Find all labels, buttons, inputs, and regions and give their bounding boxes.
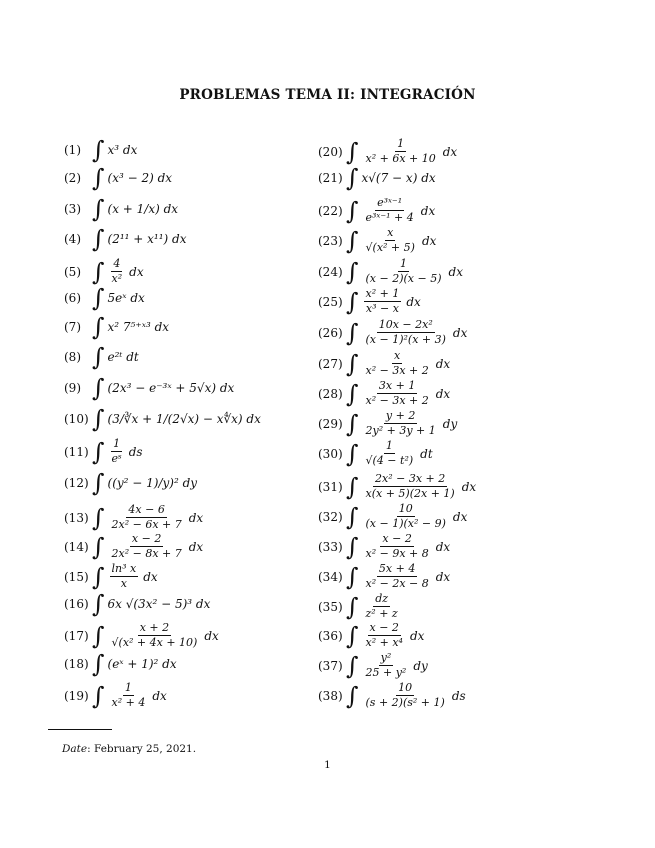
- numerator: e³ˣ⁻¹: [377, 196, 403, 209]
- problem-item: [64, 652, 177, 676]
- denominator: (x − 1)(x² − 9): [365, 517, 446, 530]
- problem-number: (17): [64, 628, 89, 643]
- denominator: 2x² − 8x + 7: [111, 547, 182, 560]
- integrand-fraction: [364, 682, 447, 709]
- problem-number: (31): [318, 479, 343, 494]
- differential: dx: [442, 144, 458, 159]
- integral-sign: ∫: [92, 621, 105, 650]
- problem-number: (13): [64, 510, 89, 525]
- numerator: 10x − 2x²: [378, 318, 433, 331]
- integral-sign: ∫: [92, 225, 105, 253]
- integral-sign: ∫: [92, 374, 105, 402]
- integrand-fraction: [364, 473, 457, 500]
- problem-item: [318, 138, 457, 165]
- problem-item: [318, 563, 450, 590]
- problem-item: [64, 471, 197, 495]
- problem-number: (27): [318, 356, 343, 371]
- denominator: x² − 3x + 2: [365, 394, 429, 407]
- integrand: 5eˣ dx: [107, 291, 145, 305]
- integrand-fraction: [364, 197, 416, 224]
- differential: dx: [409, 628, 425, 643]
- integral-sign: ∫: [92, 562, 105, 591]
- problem-number: (21): [318, 171, 343, 185]
- denominator: x²: [111, 272, 123, 285]
- problem-number: (22): [318, 203, 343, 218]
- differential: dx: [435, 539, 451, 554]
- footnote: [62, 743, 196, 755]
- problem-item: [64, 315, 169, 339]
- integrand-fraction: [364, 380, 431, 407]
- problem-item: [64, 258, 144, 285]
- problem-item: [64, 227, 186, 251]
- problem-number: (28): [318, 386, 343, 401]
- integral-sign: ∫: [346, 164, 359, 192]
- integral-sign: ∫: [346, 379, 359, 408]
- problem-item: [318, 319, 467, 346]
- integral-sign: ∫: [346, 287, 359, 316]
- integrand-fraction: [364, 652, 409, 679]
- numerator: 1: [124, 681, 132, 694]
- problem-number: (1): [64, 143, 81, 157]
- denominator: 2y² + 3y + 1: [365, 424, 436, 437]
- differential: dy: [413, 658, 428, 673]
- integral-sign: ∫: [92, 284, 105, 312]
- problem-item: [64, 286, 145, 310]
- integral-sign: ∫: [92, 469, 105, 497]
- integrand-fraction: [110, 682, 148, 709]
- numerator: 1: [113, 437, 121, 450]
- problem-number: (4): [64, 232, 81, 246]
- integral-sign: ∫: [346, 592, 359, 621]
- problem-number: (33): [318, 539, 343, 554]
- problem-item: [64, 682, 167, 709]
- integrand: (x³ − 2) dx: [107, 171, 173, 185]
- integrand: (2x³ − e⁻³ˣ + 5√x) dx: [107, 381, 235, 395]
- denominator: 2x² − 6x + 7: [111, 518, 182, 531]
- differential: dx: [420, 203, 436, 218]
- problem-number: (16): [64, 597, 89, 611]
- problem-number: (36): [318, 628, 343, 643]
- problem-number: (11): [64, 444, 89, 459]
- numerator: ln³ x: [111, 562, 137, 575]
- problem-item: [64, 345, 139, 369]
- problem-item: [318, 503, 467, 530]
- problem-item: [64, 197, 178, 221]
- problem-number: (19): [64, 688, 89, 703]
- problem-item: [318, 380, 450, 407]
- problem-item: [64, 376, 234, 400]
- differential: dx: [461, 479, 477, 494]
- differential: dx: [448, 264, 463, 279]
- integral-sign: ∫: [92, 405, 105, 433]
- problem-number: (23): [318, 233, 343, 248]
- differential: dx: [188, 510, 204, 525]
- denominator: (x − 2)(x − 5): [365, 272, 442, 285]
- integrand-fraction: [364, 563, 431, 590]
- numerator: x − 2: [382, 532, 412, 545]
- integral-sign: ∫: [346, 409, 359, 438]
- numerator: x − 2: [131, 532, 162, 545]
- problem-item: [318, 410, 457, 437]
- integrand-fraction: [110, 504, 184, 531]
- problem-item: [318, 473, 476, 500]
- problem-number: (2): [64, 171, 81, 185]
- problem-number: (29): [318, 416, 343, 431]
- integral-sign: ∫: [346, 196, 359, 225]
- problem-number: (38): [318, 688, 343, 703]
- problem-item: [318, 440, 433, 467]
- numerator: 1: [397, 137, 405, 150]
- problem-number: (18): [64, 657, 89, 671]
- problem-number: (37): [318, 658, 343, 673]
- integral-sign: ∫: [346, 318, 359, 347]
- numerator: y + 2: [385, 409, 416, 422]
- integral-sign: ∫: [92, 437, 105, 466]
- differential: dx: [152, 688, 167, 703]
- numerator: y²: [380, 651, 392, 664]
- denominator: e³ˣ⁻¹ + 4: [365, 211, 414, 224]
- numerator: 1: [400, 257, 408, 270]
- problem-number: (26): [318, 325, 343, 340]
- numerator: x² + 1: [365, 287, 400, 300]
- problem-number: (8): [64, 350, 81, 364]
- differential: dx: [435, 386, 451, 401]
- problem-item: [64, 563, 158, 590]
- denominator: eˢ: [111, 452, 122, 465]
- numerator: 10: [398, 502, 413, 515]
- numerator: 5x + 4: [378, 562, 416, 575]
- problem-item: [318, 622, 424, 649]
- differential: dx: [406, 294, 421, 309]
- problem-number: (15): [64, 569, 89, 584]
- numerator: 1: [385, 439, 393, 452]
- integrand-fraction: [364, 440, 416, 467]
- integral-sign: ∫: [92, 532, 105, 561]
- integral-sign: ∫: [346, 681, 359, 710]
- problem-item: [64, 407, 261, 431]
- numerator: x: [394, 349, 401, 362]
- numerator: x − 2: [369, 621, 399, 634]
- differential: dx: [435, 569, 451, 584]
- integrand-fraction: [364, 533, 431, 560]
- problem-item: [318, 593, 405, 620]
- footnote-label: Date: [62, 743, 88, 755]
- problem-item: [64, 166, 172, 190]
- denominator: x² − 3x + 2: [365, 364, 429, 377]
- page-number: 1: [324, 759, 331, 771]
- differential: ds: [128, 444, 143, 459]
- integral-sign: ∫: [346, 502, 359, 531]
- denominator: (s + 2)(s² + 1): [365, 696, 445, 709]
- footnote-rule: [48, 729, 112, 730]
- denominator: √(x² + 4x + 10): [111, 636, 198, 649]
- integral-sign: ∫: [346, 621, 359, 650]
- denominator: x² + 6x + 10: [365, 152, 436, 165]
- integral-sign: ∫: [92, 136, 105, 164]
- integrand: 6x √(3x² − 5)³ dx: [107, 597, 211, 611]
- problem-item: [318, 533, 450, 560]
- problem-item: [318, 652, 428, 679]
- denominator: x² − 9x + 8: [365, 547, 429, 560]
- differential: dx: [421, 233, 437, 248]
- problem-number: (34): [318, 569, 343, 584]
- differential: dx: [143, 569, 158, 584]
- integral-sign: ∫: [92, 650, 105, 678]
- integrand-fraction: [110, 533, 184, 560]
- numerator: x: [387, 226, 394, 239]
- problem-number: (6): [64, 291, 81, 305]
- integrand-fraction: [364, 410, 438, 437]
- problem-item: [318, 258, 463, 285]
- integrand-fraction: [364, 622, 405, 649]
- integrand-fraction: [364, 227, 417, 254]
- integrand-fraction: [364, 258, 444, 285]
- integrand-fraction: [364, 288, 402, 315]
- numerator: 4: [113, 257, 121, 270]
- numerator: dz: [375, 592, 389, 605]
- problem-number: (9): [64, 381, 81, 395]
- integrand-fraction: [110, 563, 139, 590]
- integrand-fraction: [364, 503, 448, 530]
- problem-number: (14): [64, 539, 89, 554]
- integrand: (eˣ + 1)² dx: [107, 657, 177, 671]
- numerator: 4x − 6: [128, 503, 165, 516]
- denominator: x² + x⁴: [365, 636, 403, 649]
- differential: dx: [435, 356, 451, 371]
- denominator: x² + 4: [111, 696, 146, 709]
- integral-sign: ∫: [92, 503, 105, 532]
- problem-number: (3): [64, 202, 81, 216]
- integrand: ((y² − 1)/y)² dy: [107, 476, 198, 490]
- problem-item: [64, 438, 143, 465]
- problem-number: (10): [64, 412, 89, 426]
- problem-item: [64, 138, 137, 162]
- problem-number: (25): [318, 294, 343, 309]
- problem-number: (7): [64, 320, 81, 334]
- problem-item: [318, 682, 466, 709]
- integrand-fraction: [364, 593, 400, 620]
- differential: ds: [451, 688, 466, 703]
- problem-item: [64, 592, 210, 616]
- integral-sign: ∫: [346, 472, 359, 501]
- integrand-fraction: [110, 258, 125, 285]
- denominator: x² − 2x − 8: [365, 577, 429, 590]
- integrand: x² 7⁵⁺ˣ³ dx: [107, 320, 170, 334]
- integrand-fraction: [364, 138, 438, 165]
- problem-number: (32): [318, 509, 343, 524]
- problem-item: [318, 197, 435, 224]
- integral-sign: ∫: [92, 343, 105, 371]
- denominator: x(x + 5)(2x + 1): [365, 487, 455, 500]
- problem-item: [318, 288, 421, 315]
- integral-sign: ∫: [346, 226, 359, 255]
- integral-sign: ∫: [92, 257, 105, 286]
- integrand: x³ dx: [107, 143, 138, 157]
- integral-sign: ∫: [346, 532, 359, 561]
- problem-number: (20): [318, 144, 343, 159]
- footnote-text: : February 25, 2021.: [87, 743, 197, 755]
- denominator: (x − 1)²(x + 3): [365, 333, 446, 346]
- problem-item: [64, 504, 203, 531]
- numerator: 10: [398, 681, 413, 694]
- problem-number: (24): [318, 264, 343, 279]
- differential: dx: [204, 628, 219, 643]
- differential: dx: [188, 539, 204, 554]
- problem-number: (30): [318, 446, 343, 461]
- integrand-fraction: [110, 622, 200, 649]
- integral-sign: ∫: [92, 590, 105, 618]
- differential: dt: [420, 446, 433, 461]
- integral-sign: ∫: [346, 137, 359, 166]
- problem-item: [318, 166, 436, 190]
- denominator: x: [120, 577, 127, 590]
- page-title: PROBLEMAS TEMA II: INTEGRACIÓN: [179, 87, 476, 103]
- numerator: x + 2: [139, 621, 170, 634]
- problem-item: [318, 350, 450, 377]
- problem-item: [64, 533, 203, 560]
- numerator: 2x² − 3x + 2: [375, 472, 446, 485]
- differential: dx: [452, 509, 468, 524]
- integrand-fraction: [364, 319, 448, 346]
- integral-sign: ∫: [346, 651, 359, 680]
- problem-number: (35): [318, 599, 343, 614]
- integral-sign: ∫: [92, 164, 105, 192]
- denominator: √(x² + 5): [365, 241, 415, 254]
- integrand: x√(7 − x) dx: [361, 171, 436, 185]
- integral-sign: ∫: [92, 681, 105, 710]
- numerator: 3x + 1: [378, 379, 416, 392]
- integral-sign: ∫: [92, 195, 105, 223]
- problem-number: (5): [64, 264, 81, 279]
- denominator: x³ − x: [365, 302, 399, 315]
- denominator: 25 + y²: [365, 666, 407, 679]
- integrand: (x + 1/x) dx: [107, 202, 179, 216]
- integrand-fraction: [364, 350, 431, 377]
- integrand: (3/∛x + 1/(2√x) − x∜x) dx: [107, 412, 261, 426]
- integrand: e²ᵗ dt: [107, 350, 139, 364]
- integrand-fraction: [110, 438, 124, 465]
- integral-sign: ∫: [92, 313, 105, 341]
- integral-sign: ∫: [346, 349, 359, 378]
- integrand: (2¹¹ + x¹¹) dx: [107, 232, 187, 246]
- differential: dy: [442, 416, 458, 431]
- integral-sign: ∫: [346, 257, 359, 286]
- differential: dx: [129, 264, 144, 279]
- problem-number: (12): [64, 476, 89, 490]
- integral-sign: ∫: [346, 439, 359, 468]
- differential: dx: [452, 325, 468, 340]
- problem-item: [64, 622, 219, 649]
- integral-sign: ∫: [346, 562, 359, 591]
- denominator: z² + z: [365, 607, 398, 620]
- problem-item: [318, 227, 436, 254]
- denominator: √(4 − t²): [365, 454, 414, 467]
